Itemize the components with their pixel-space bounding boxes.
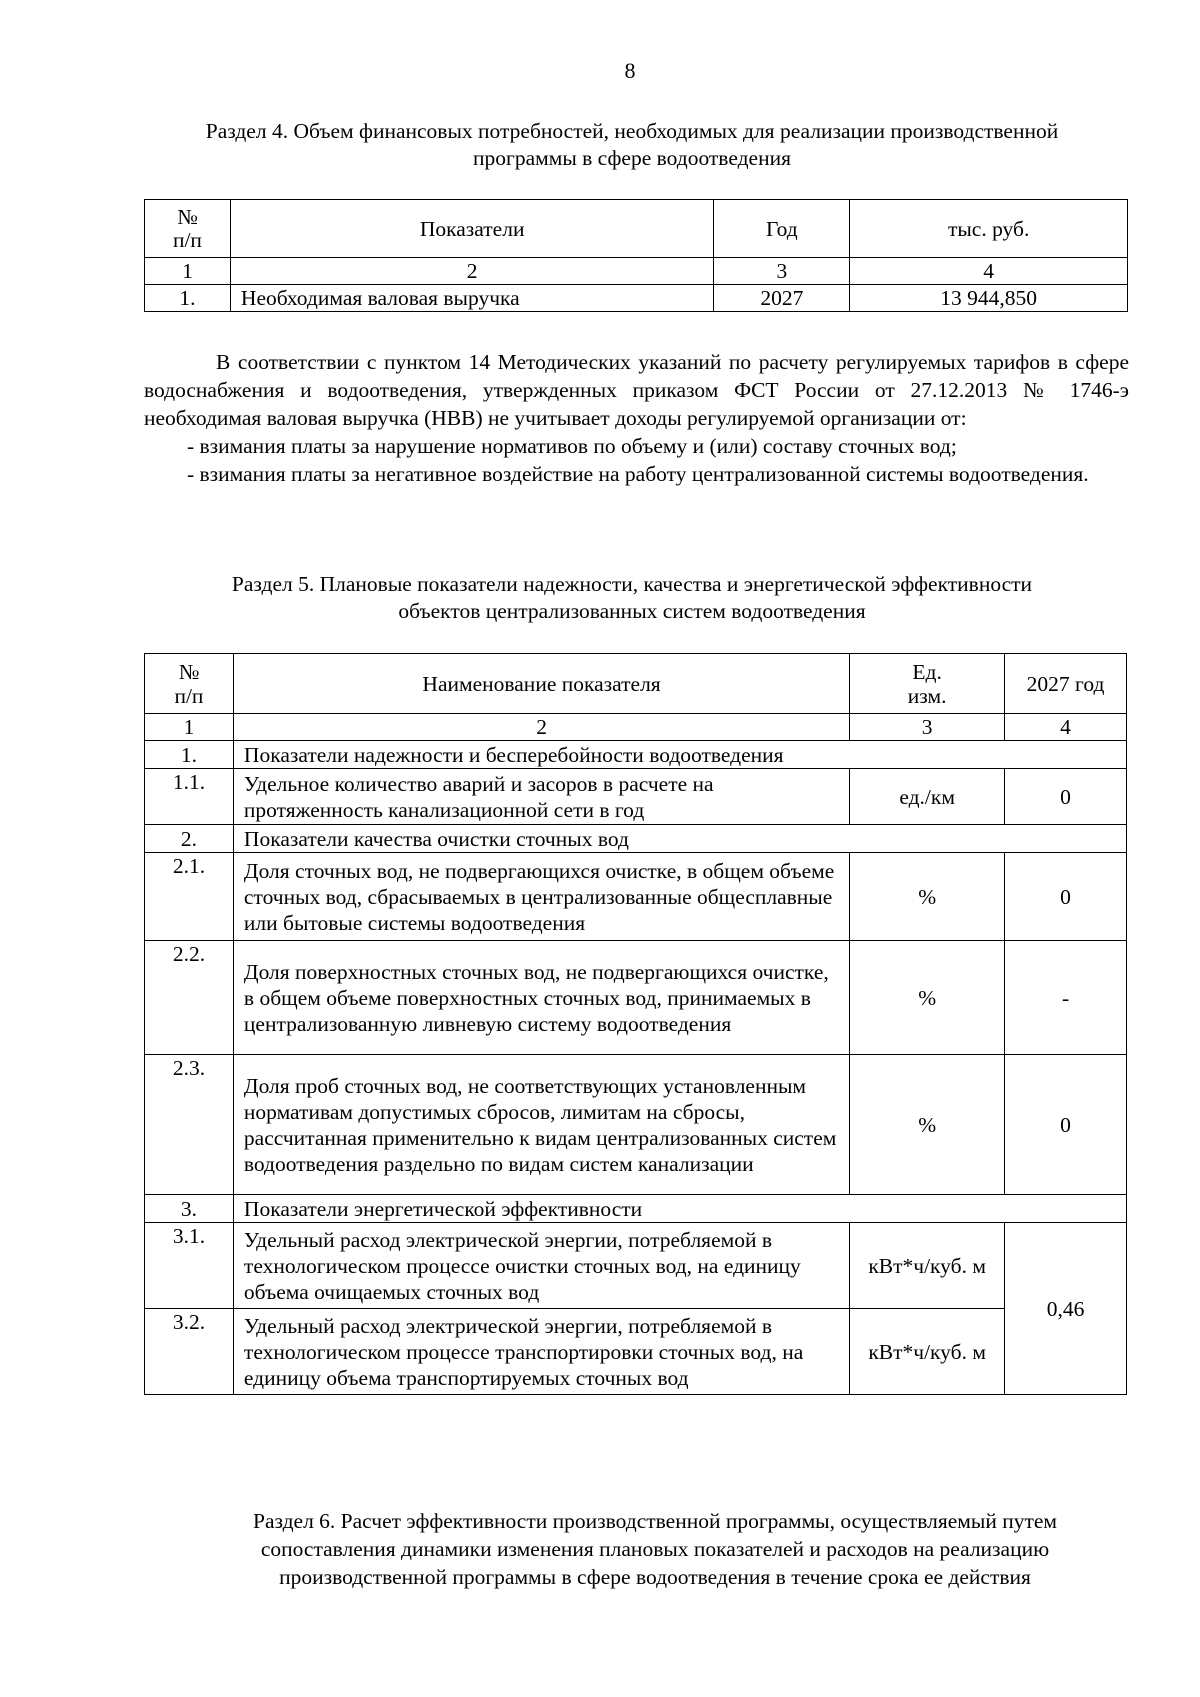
section5-table — [144, 653, 1127, 1395]
paragraph-bullet-1: - взимания платы за нарушение нормативов по объему и (или) составу сточных вод; — [187, 434, 957, 458]
table-row — [145, 1055, 1127, 1195]
row-value: 0 — [1005, 853, 1127, 941]
group-row — [145, 741, 1127, 769]
section4-title — [132, 118, 1132, 172]
row-name: Удельное количество аварий и засоров в расчете на протяженность канализационной сети в год — [233, 769, 849, 825]
legal-paragraph — [144, 348, 1129, 488]
col-number: 3 — [714, 258, 850, 285]
page-number: 8 — [624, 58, 636, 83]
col-number: 2 — [233, 714, 849, 741]
row-value: 0 — [1005, 769, 1127, 825]
row-num: 3.1. — [145, 1223, 234, 1309]
group-title: Показатели качества очистки сточных вод — [233, 825, 1126, 853]
row-year: 2027 — [714, 285, 850, 312]
col-number: 4 — [850, 258, 1128, 285]
row-name: Доля проб сточных вод, не соответствующих установленным нормативам допустимых сбросов, лимитам на сбросы, рассчитанная применительно к видам централизованных систем водоотведения раздельно по видам систем канализации — [233, 1055, 849, 1195]
section5-title-line1: Раздел 5. Плановые показатели надежности, качества и энергетической эффективности — [231, 572, 1033, 596]
row-unit: кВт*ч/куб. м — [850, 1309, 1005, 1395]
row-value: 13 944,850 — [850, 285, 1128, 312]
section5-title-line2: объектов централизованных систем водоотведения — [398, 599, 866, 623]
section6-title-line1: Раздел 6. Расчет эффективности производственной программы, осуществляемый путем — [252, 1509, 1057, 1533]
section6-title — [160, 1507, 1150, 1591]
group-title: Показатели надежности и бесперебойности водоотведения — [233, 741, 1126, 769]
table-row — [145, 941, 1127, 1055]
col-number: 3 — [850, 714, 1005, 741]
header-num: № п/п — [145, 200, 231, 258]
row-value: 0,46 — [1005, 1223, 1127, 1395]
row-name: Доля сточных вод, не подвергающихся очистке, в общем объеме сточных вод, сбрасываемых в централизованные общесплавные или бытовые системы водоотведения — [233, 853, 849, 941]
row-num: 2.1. — [145, 853, 234, 941]
section6-title-line2: сопоставления динамики изменения плановых показателей и расходов на реализацию — [260, 1537, 1050, 1561]
table-row — [145, 1223, 1127, 1309]
table-row — [145, 285, 1128, 312]
header-name: Наименование показателя — [233, 654, 849, 714]
row-value: 0 — [1005, 1055, 1127, 1195]
paragraph-main: В соответствии с пунктом 14 Методических указаний по расчету регулируемых тарифов в сфере водоснабжения и водоотведения, утвержденных приказом ФСТ России от 27.12.2013 № 1746-э необходимая валовая выручка (НВВ) не учитывает доходы регулируемой организации от: — [144, 350, 1129, 430]
section4-table — [144, 199, 1128, 312]
row-unit: % — [850, 1055, 1005, 1195]
row-name: Удельный расход электрической энергии, потребляемой в технологическом процессе транспортировки сточных вод, на единицу объема транспортируемых сточных вод — [233, 1309, 849, 1395]
table-row — [145, 769, 1127, 825]
col-number: 2 — [230, 258, 713, 285]
row-value: - — [1005, 941, 1127, 1055]
row-num: 1.1. — [145, 769, 234, 825]
row-unit: % — [850, 941, 1005, 1055]
paragraph-bullet-2: - взимания платы за негативное воздействие на работу централизованной системы водоотведения. — [187, 462, 1089, 486]
table-row — [145, 853, 1127, 941]
header-value: тыс. руб. — [850, 200, 1128, 258]
row-num: 1. — [145, 285, 231, 312]
col-number: 4 — [1005, 714, 1127, 741]
group-num: 1. — [145, 741, 234, 769]
section6-title-line3: производственной программы в сфере водоотведения в течение срока ее действия — [279, 1565, 1031, 1589]
group-row — [145, 825, 1127, 853]
section4-title-line1: Раздел 4. Объем финансовых потребностей, необходимых для реализации производственной — [205, 119, 1059, 143]
row-num: 2.2. — [145, 941, 234, 1055]
row-unit: % — [850, 853, 1005, 941]
section4-title-line2: программы в сфере водоотведения — [473, 146, 791, 170]
header-year: 2027 год — [1005, 654, 1127, 714]
header-year: Год — [714, 200, 850, 258]
section5-title — [132, 571, 1132, 625]
col-number: 1 — [145, 714, 234, 741]
table-row — [145, 1309, 1127, 1395]
header-num: № п/п — [145, 654, 234, 714]
col-number: 1 — [145, 258, 231, 285]
group-row — [145, 1195, 1127, 1223]
row-name: Доля поверхностных сточных вод, не подвергающихся очистке, в общем объеме поверхностных сточных вод, принимаемых в централизованную ливневую систему водоотведения — [233, 941, 849, 1055]
header-unit: Ед. изм. — [850, 654, 1005, 714]
row-num: 2.3. — [145, 1055, 234, 1195]
group-num: 3. — [145, 1195, 234, 1223]
row-name: Необходимая валовая выручка — [230, 285, 713, 312]
group-title: Показатели энергетической эффективности — [233, 1195, 1126, 1223]
group-num: 2. — [145, 825, 234, 853]
row-unit: кВт*ч/куб. м — [850, 1223, 1005, 1309]
row-name: Удельный расход электрической энергии, потребляемой в технологическом процессе очистки сточных вод, на единицу объема очищаемых сточных вод — [233, 1223, 849, 1309]
row-num: 3.2. — [145, 1309, 234, 1395]
header-indicators: Показатели — [230, 200, 713, 258]
row-unit: ед./км — [850, 769, 1005, 825]
